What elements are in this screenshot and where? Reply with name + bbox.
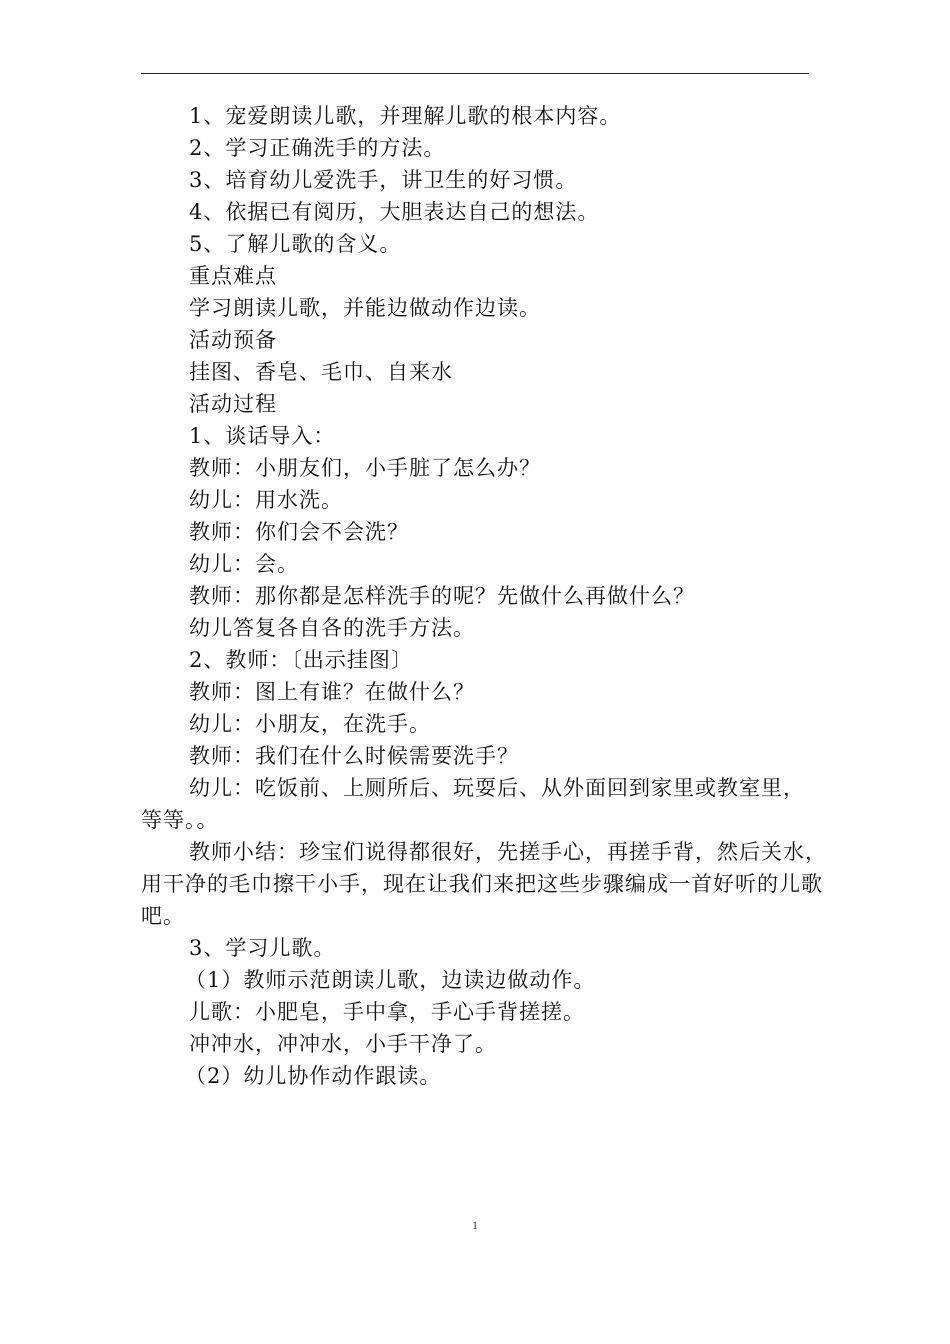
- teacher-summary-continued: 吧。: [141, 904, 185, 928]
- dialogue-line: 教师：那你都是怎样洗手的呢？先做什么再做什么？: [189, 584, 695, 608]
- objective-2: 2、学习正确洗手的方法。: [189, 136, 446, 160]
- header-rule: [141, 73, 809, 74]
- objective-4: 4、依据已有阅历，大胆表达自己的想法。: [189, 200, 600, 224]
- teacher-summary: 教师小结：珍宝们说得都很好，先搓手心，再搓手背，然后关水，: [189, 840, 827, 864]
- section-heading-key-points: 重点难点: [189, 264, 277, 288]
- section-heading-process: 活动过程: [189, 392, 277, 416]
- dialogue-line: 幼儿：会。: [189, 552, 299, 576]
- dialogue-line: 教师：你们会不会洗？: [189, 520, 409, 544]
- substep-2: （2）幼儿协作动作跟读。: [185, 1064, 442, 1088]
- substep-1: （1）教师示范朗读儿歌，边读边做动作。: [185, 968, 596, 992]
- objective-1: 1、宠爱朗读儿歌，并理解儿歌的根本内容。: [189, 104, 622, 128]
- document-body: [141, 100, 827, 1092]
- step-3-heading: 3、学习儿歌。: [189, 936, 336, 960]
- key-points-text: 学习朗读儿歌，并能边做动作边读。: [189, 296, 541, 320]
- dialogue-line: 教师：图上有谁？在做什么？: [189, 680, 475, 704]
- dialogue-line: 幼儿答复各自各的洗手方法。: [189, 616, 475, 640]
- objective-3: 3、培育幼儿爱洗手，讲卫生的好习惯。: [189, 168, 578, 192]
- teacher-summary-continued: 用干净的毛巾擦干小手，现在让我们来把这些步骤编成一首好听的儿歌: [141, 872, 823, 896]
- dialogue-line: 教师：我们在什么时候需要洗手？: [189, 744, 519, 768]
- step-2-heading: 2、教师：〔出示挂图〕: [189, 648, 413, 672]
- step-1-heading: 1、谈话导入：: [189, 424, 336, 448]
- nursery-rhyme-line-2: 冲冲水，冲冲水，小手干净了。: [189, 1032, 497, 1056]
- dialogue-line: 幼儿：吃饭前、上厕所后、玩耍后、从外面回到家里或教室里，: [189, 776, 805, 800]
- dialogue-line: 幼儿：小朋友，在洗手。: [189, 712, 431, 736]
- dialogue-line: 幼儿：用水洗。: [189, 488, 343, 512]
- objective-5: 5、了解儿歌的含义。: [189, 232, 402, 256]
- dialogue-line: 教师：小朋友们，小手脏了怎么办？: [189, 456, 541, 480]
- section-heading-preparation: 活动预备: [189, 328, 277, 352]
- preparation-text: 挂图、香皂、毛巾、自来水: [189, 360, 453, 384]
- page-number: 1: [472, 1218, 478, 1232]
- dialogue-line-continued: 等等。。: [141, 808, 219, 832]
- nursery-rhyme-line-1: 儿歌：小肥皂，手中拿，手心手背搓搓。: [189, 1000, 585, 1024]
